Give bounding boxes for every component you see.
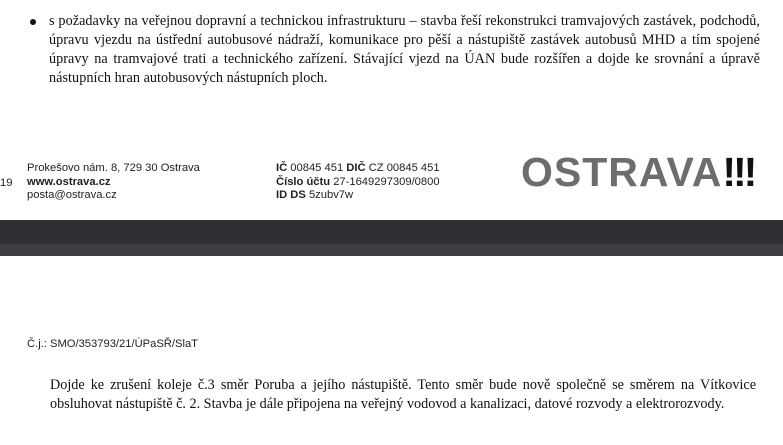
ostrava-logo: [521, 150, 754, 194]
ds-label: ID DS: [276, 189, 306, 202]
ic-label: IČ: [276, 162, 288, 174]
footer-website: www.ostrava.cz: [27, 175, 111, 188]
document-page-1: [0, 0, 783, 220]
dic-label: DIČ: [346, 162, 366, 174]
reference-number: Č.j.: SMO/353793/21/ÚPaSŘ/SlaT: [27, 338, 198, 350]
page-number: 19: [0, 177, 13, 189]
dic-value: CZ 00845 451: [368, 162, 440, 174]
footer-account-row: [276, 176, 440, 190]
ic-value: 00845 451: [290, 162, 344, 174]
ds-value: 5zubv7w: [308, 189, 354, 202]
document-page-2: [0, 256, 783, 445]
footer-ic-row: [276, 162, 440, 176]
footer-email: posta@ostrava.cz: [27, 189, 117, 202]
page-separator-strip: [0, 244, 783, 256]
account-label: Číslo účtu: [276, 175, 331, 188]
bullet-icon: [30, 19, 36, 25]
footer-address: Prokešovo nám. 8, 729 30 Ostrava: [27, 162, 200, 174]
logo-exclamation: !!!: [722, 149, 755, 195]
footer-ds-row: [276, 189, 440, 203]
body-paragraph: Dojde ke zrušení koleje č.3 směr Poruba a jejího nástupiště. Tento směr bude nově společně se směrem na Vítkovice obsluhovat nástupiště č. 2. Stavba je dále připojena na veřejný vodovod a kanalizaci, datové rozvody a elektrorozvody.: [50, 377, 756, 412]
footer-contact: [27, 162, 200, 203]
account-value: 27-1649297309/0800: [333, 175, 440, 188]
logo-text: OSTRAVA: [521, 149, 723, 195]
footer-identifiers: [276, 162, 440, 203]
bullet-text: s požadavky na veřejnou dopravní a technickou infrastrukturu – stavba řeší rekonstrukci tramvajových zastávek, podchodů, úpravu vjezdu na ústřední autobusové nádraží, komunikace pro pěší a nástupiště zastávek autobusů MHD a tím spojené úpravy na tramvajové trati a technického zařízení. Stávající vjezd na ÚAN bude rozšířen a dojde ke srovnání a úpravě nástupních hran autobusových nástupních ploch.: [49, 13, 760, 86]
